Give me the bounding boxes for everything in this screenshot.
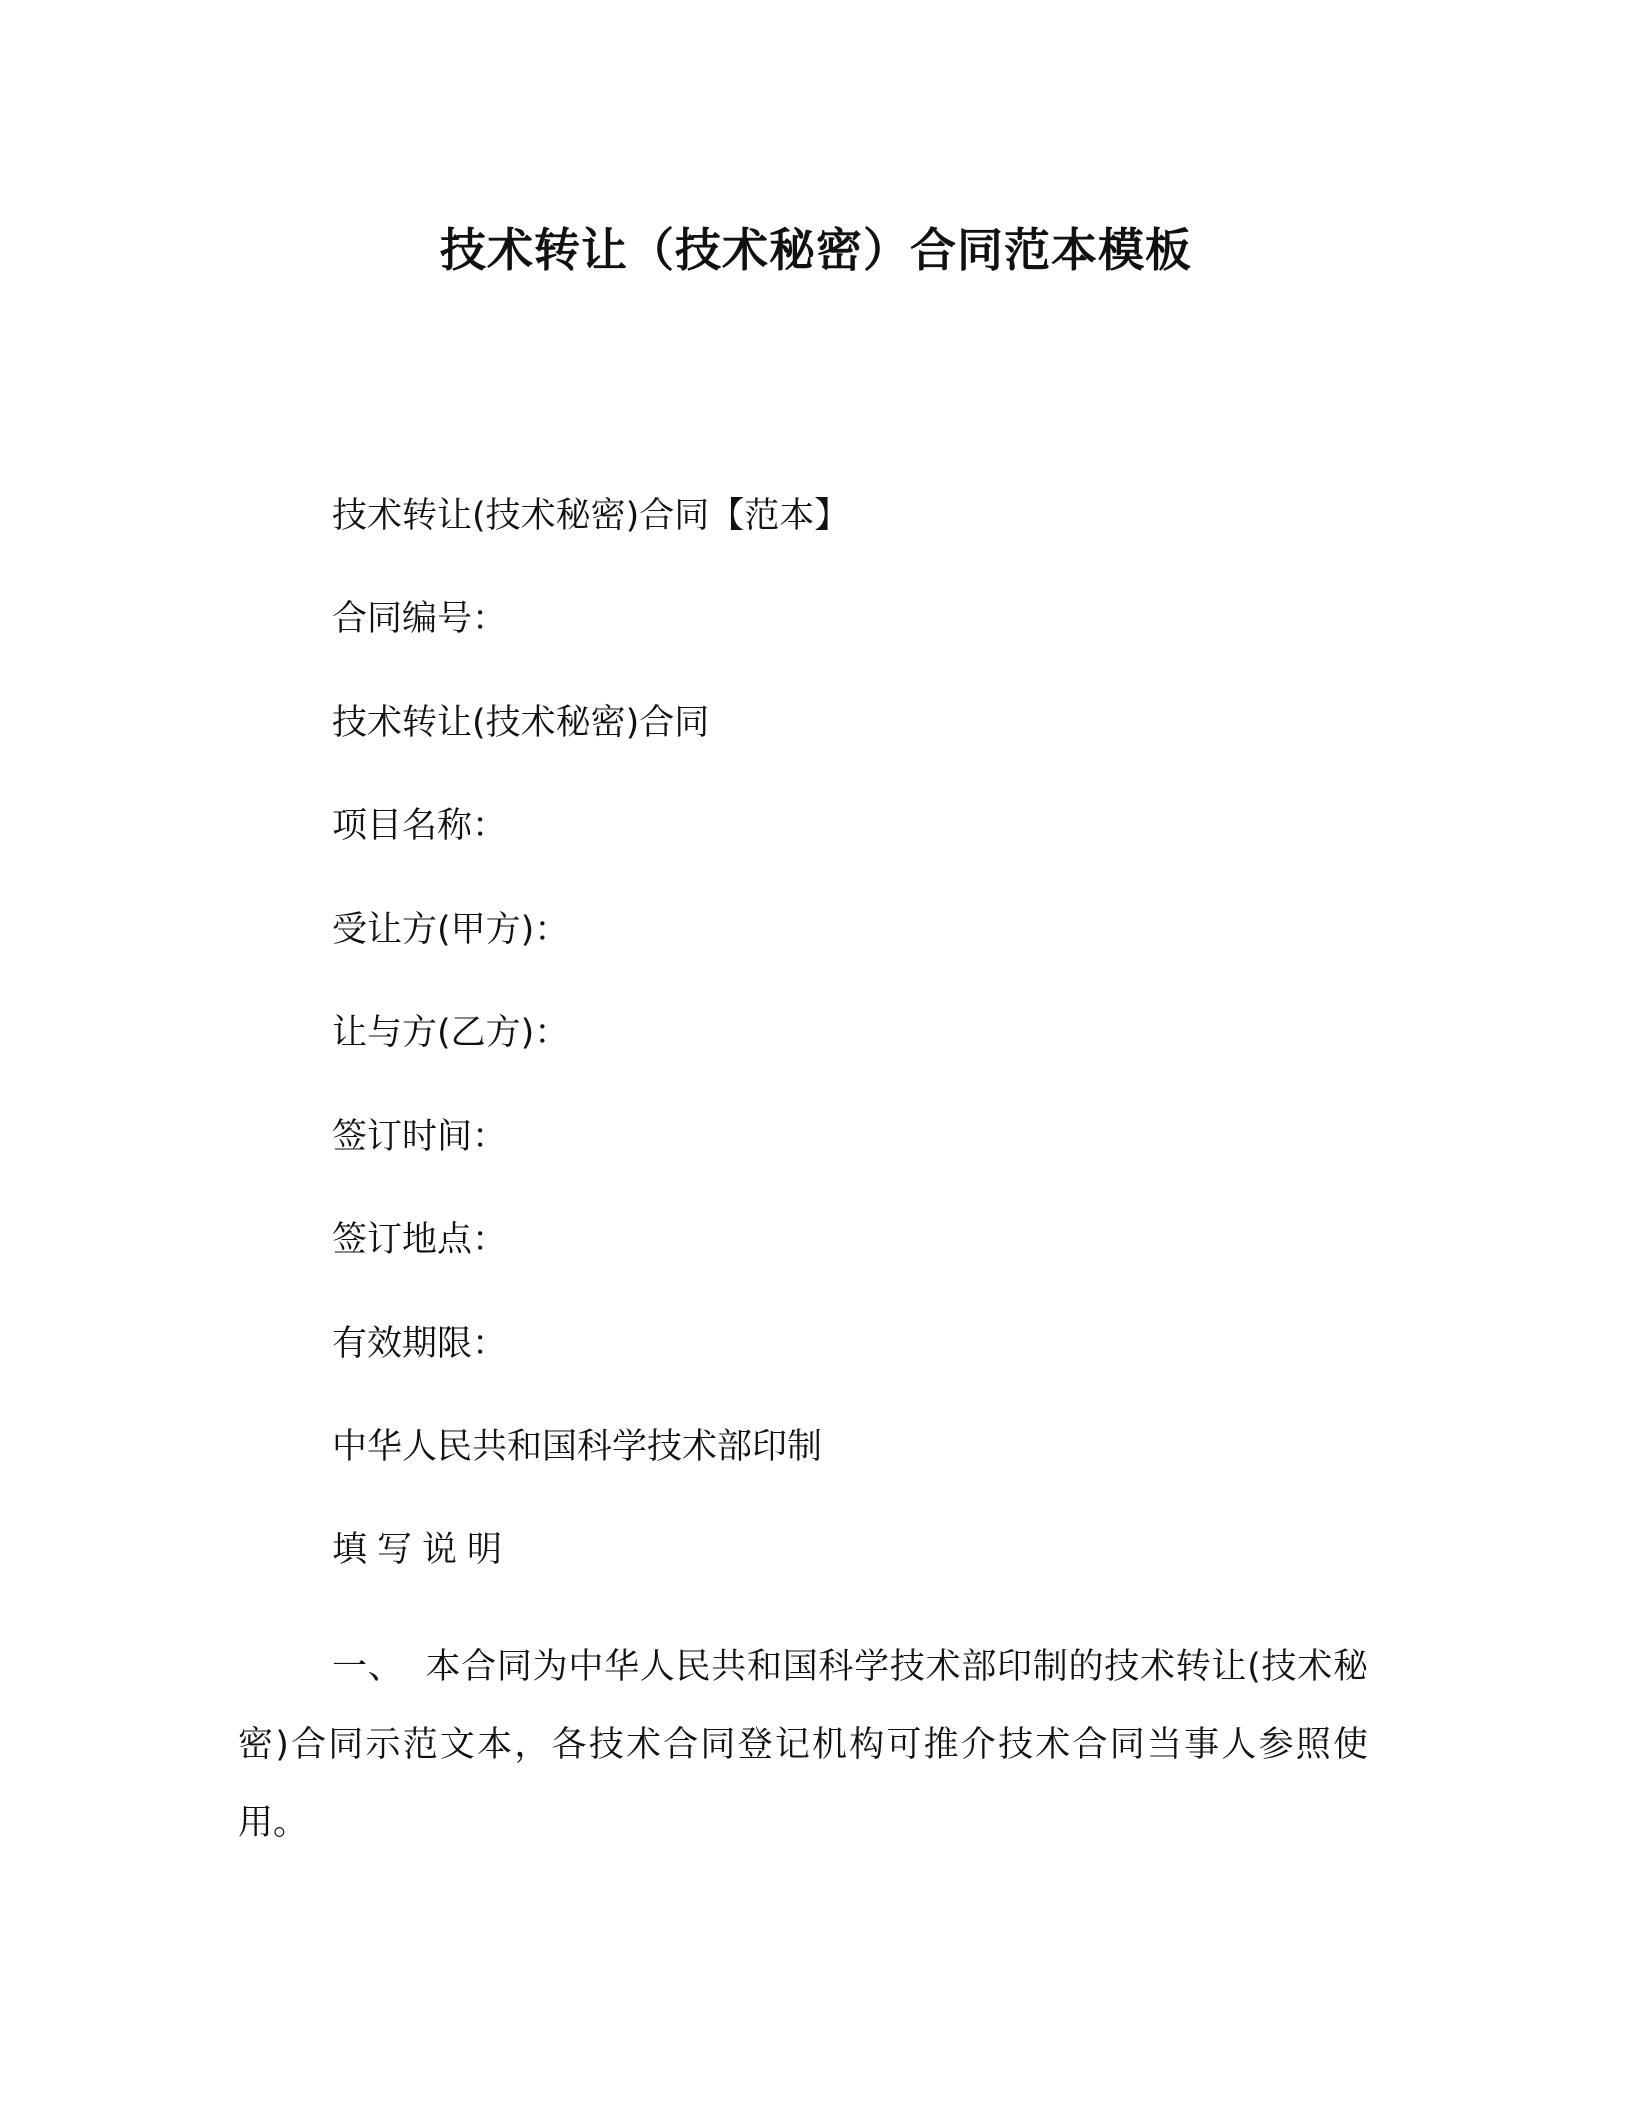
instruction-text: 本合同为中华人民共和国科学技术部印制的技术转让(技术秘密)合同示范文本，各技术合同登记机构可推介技术合同当事人参照使用。 — [238, 1647, 1368, 1843]
contract-number-label: 合同编号： — [332, 599, 508, 639]
contract-type-line: 技术转让(技术秘密)合同 — [332, 703, 710, 743]
printed-by-line: 中华人民共和国科学技术部印制 — [332, 1427, 823, 1467]
validity-period-label: 有效期限： — [332, 1324, 508, 1364]
signing-time-label: 签订时间： — [332, 1117, 508, 1157]
transferee-label: 受让方(甲方)： — [332, 910, 570, 950]
instructions-heading: 填写说明 — [332, 1530, 513, 1570]
instruction-paragraph-1 — [238, 1628, 1368, 1862]
project-name-label: 项目名称： — [332, 806, 508, 846]
contract-heading: 技术转让(技术秘密)合同【范本】 — [332, 496, 850, 536]
transferor-label: 让与方(乙方)： — [332, 1013, 570, 1053]
instruction-number: 一、 — [332, 1647, 404, 1687]
signing-place-label: 签订地点： — [332, 1220, 508, 1260]
document-title: 技术转让（技术秘密）合同范本模板 — [440, 223, 1192, 277]
